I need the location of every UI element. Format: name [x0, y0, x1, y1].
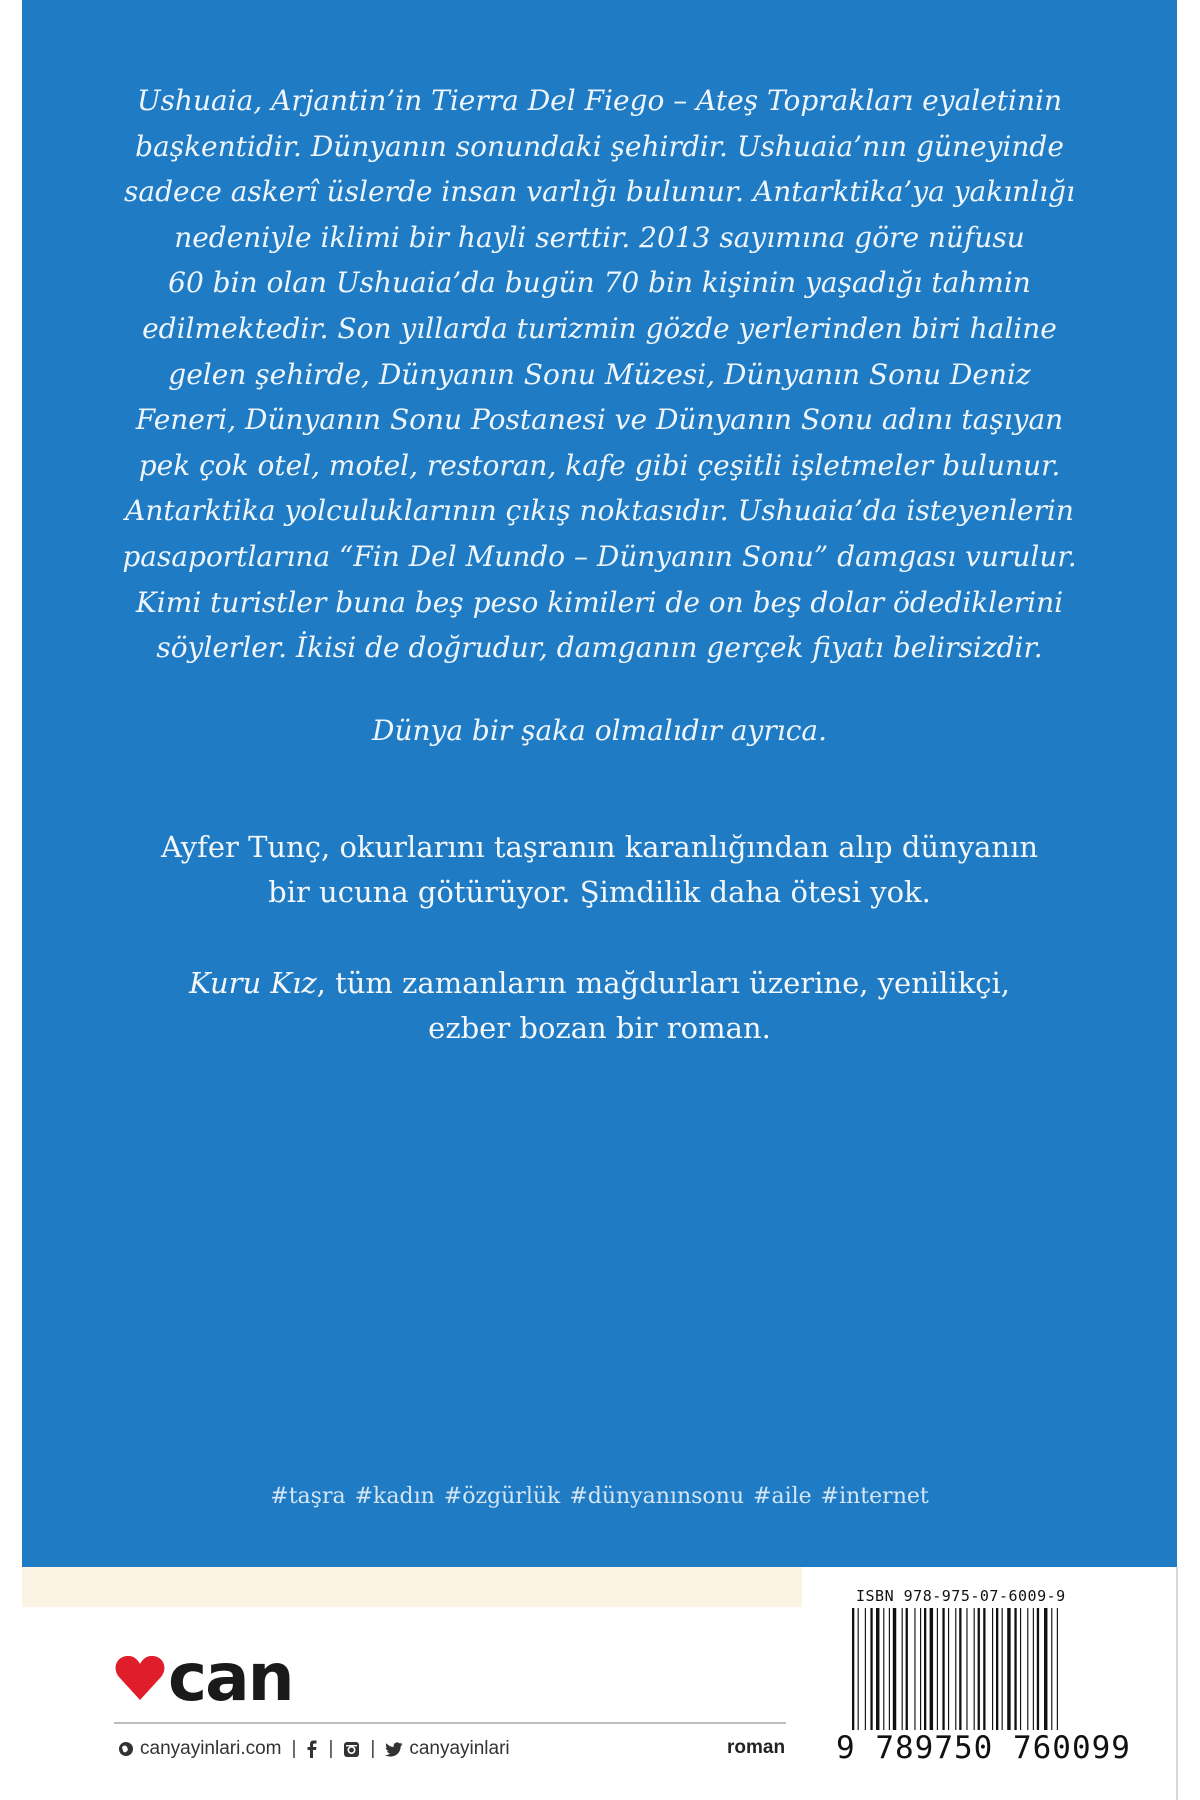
blurb-line: başkentidir. Dünyanın sonundaki şehirdir. Ushuaia’nın güneyinde — [135, 129, 1064, 163]
barcode-digits: 9 789750 760099 — [836, 1730, 1131, 1766]
blurb-line: pasaportlarına “Fin Del Mundo – Dünyanın Sonu” damgası vurulur. — [122, 539, 1077, 573]
author-note — [22, 825, 1177, 915]
heart-icon — [114, 1652, 166, 1704]
tagline-text: , tüm zamanların mağdurları üzerine, yenilikçi, — [316, 966, 1011, 1000]
blurb-line: sadece askerî üslerde insan varlığı bulunur. Antarktika’ya yakınlığı — [124, 175, 1075, 209]
book-tagline — [22, 961, 1177, 1051]
blurb-line: Kimi turistler buna beş peso kimileri de on beş dolar ödediklerini — [135, 585, 1064, 619]
blurb-line: Ushuaia, Arjantin’in Tierra Del Fiego – Ateş Toprakları eyaletinin — [136, 84, 1063, 117]
author-note-line: bir ucuna götürüyor. Şimdilik daha ötesi yok. — [268, 875, 931, 909]
globe-icon — [118, 1741, 134, 1757]
separator: | — [370, 1738, 376, 1759]
hashtag: #aile — [753, 1484, 812, 1509]
separator: | — [291, 1738, 297, 1759]
blurb-line: Antarktika yolculuklarının çıkış noktasıdır. Ushuaia’da isteyenlerin — [125, 494, 1074, 528]
blurb-text — [22, 78, 1177, 671]
instagram-icon[interactable] — [343, 1741, 360, 1758]
blurb-line: edilmektedir. Son yıllarda turizmin gözde yerlerinden biri haline — [142, 311, 1057, 345]
cover-edge — [1176, 1567, 1178, 1800]
blurb-line: Feneri, Dünyanın Sonu Postanesi ve Dünyanın Sonu adını taşıyan — [135, 403, 1064, 437]
facebook-icon[interactable] — [306, 1740, 318, 1758]
publisher-links — [118, 1737, 510, 1761]
blurb-line: nedeniyle iklimi bir hayli serttir. 2013 sayımına göre nüfusu — [174, 220, 1025, 254]
hashtag: #dünyanınsonu — [569, 1484, 745, 1509]
blurb-line: pek çok otel, motel, restoran, kafe gibi çeşitli işletmeler bulunur. — [138, 448, 1061, 482]
isbn-label: ISBN 978-975-07-6009-9 — [856, 1587, 1066, 1605]
website-link[interactable]: canyayinlari.com — [140, 1738, 282, 1759]
blurb-line: 60 bin olan Ushuaia’da bugün 70 bin kişinin yaşadığı tahmin — [168, 266, 1031, 300]
book-title: Kuru Kız — [188, 966, 317, 1000]
twitter-icon[interactable] — [385, 1742, 403, 1757]
barcode-image — [850, 1608, 1088, 1748]
author-note-line: Ayfer Tunç, okurlarını taşranın karanlığından alıp dünyanın — [160, 830, 1039, 864]
blurb-line: gelen şehirde, Dünyanın Sonu Müzesi, Dünyanın Sonu Deniz — [168, 357, 1031, 391]
twitter-handle[interactable]: canyayinlari — [409, 1738, 510, 1759]
hashtag-list — [22, 1482, 1177, 1512]
tagline-line-1 — [22, 961, 1177, 1006]
publisher-logo — [114, 1639, 293, 1716]
hashtag: #internet — [820, 1484, 929, 1509]
blurb-closing-line: Dünya bir şaka olmalıdır ayrıca. — [372, 714, 827, 747]
hashtag: #taşra — [270, 1484, 346, 1509]
separator: | — [328, 1738, 334, 1759]
tagline-line-2: ezber bozan bir roman. — [428, 1011, 771, 1045]
logo-wordmark: can — [168, 1639, 293, 1716]
cream-strip — [22, 1567, 802, 1607]
genre-label: roman — [727, 1737, 786, 1758]
hashtag: #özgürlük — [443, 1484, 561, 1509]
hashtag: #kadın — [354, 1484, 435, 1509]
footer-divider — [114, 1722, 786, 1724]
blurb-line: söylerler. İkisi de doğrudur, damganın gerçek fiyatı belirsizdir. — [156, 631, 1043, 665]
